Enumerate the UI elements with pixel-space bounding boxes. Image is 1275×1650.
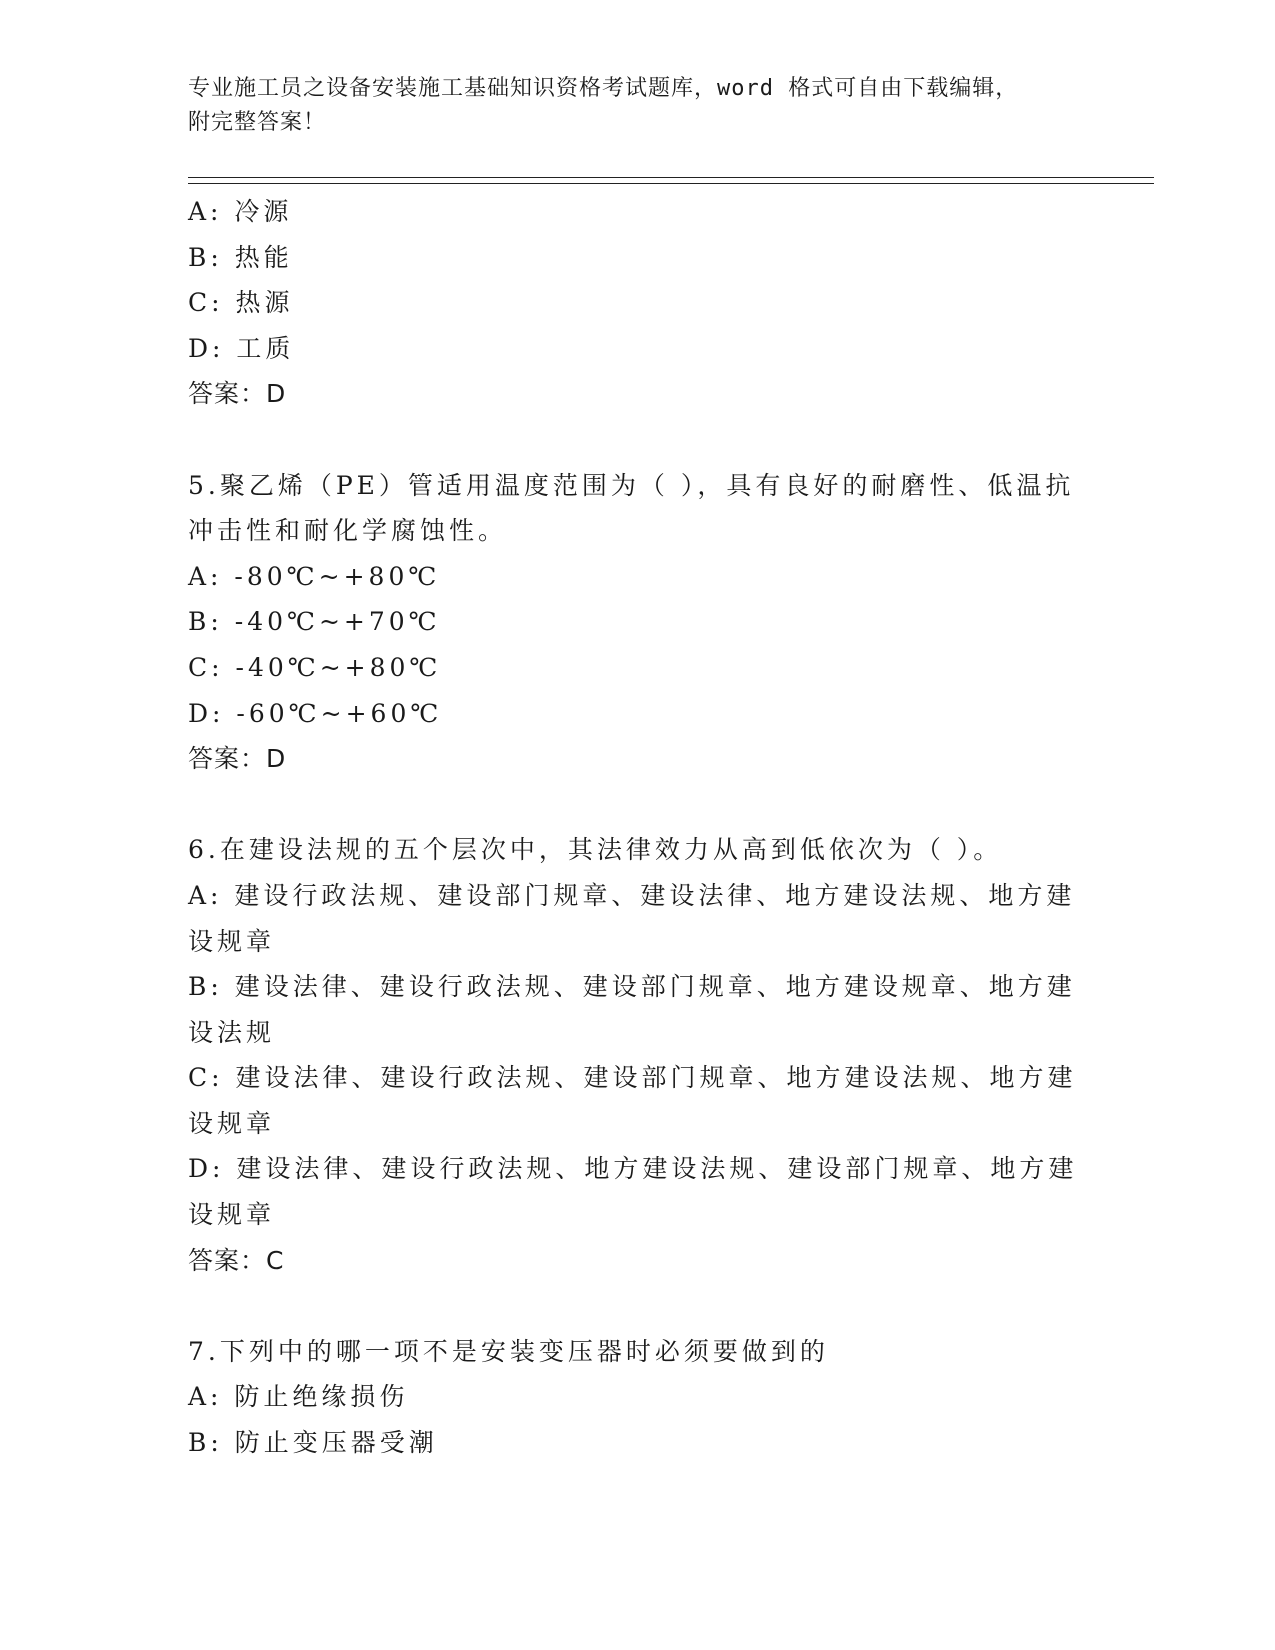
header-title-line-2: 附完整答案！ <box>188 110 327 135</box>
question-stem: 7.下列中的哪一项不是安装变压器时必须要做到的 <box>188 1336 829 1366</box>
answer: 答案：D <box>188 379 287 409</box>
option-a: A: 建设行政法规、建设部门规章、建设法律、地方建设法规、地方建 <box>188 880 1076 910</box>
question-stem: 6.在建设法规的五个层次中，其法律效力从高到低依次为（ ）。 <box>188 835 1003 865</box>
option-c: C: 热源 <box>188 288 294 318</box>
option-b: B: 建设法律、建设行政法规、建设部门规章、地方建设规章、地方建 <box>188 972 1076 1002</box>
question-7 <box>188 1329 1088 1466</box>
option-a: A: 防止绝缘损伤 <box>188 1382 409 1412</box>
spacer <box>188 782 1088 828</box>
question-stem: 5.聚乙烯（PE）管适用温度范围为（ ），具有良好的耐磨性、低温抗 <box>188 470 1075 500</box>
option-c: C: 建设法律、建设行政法规、建设部门规章、地方建设法规、地方建 <box>188 1063 1077 1093</box>
question-5 <box>188 463 1088 782</box>
option-a: A: 冷源 <box>188 197 293 226</box>
option-d: D: 建设法律、建设行政法规、地方建设法规、建设部门规章、地方建 <box>188 1154 1078 1184</box>
option-a: A: -80℃~+80℃ <box>188 561 441 591</box>
option-d: D: 工质 <box>188 333 295 363</box>
answer: 答案：D <box>188 744 287 774</box>
question-list <box>188 189 1088 1466</box>
answer: 答案：C <box>188 1245 285 1275</box>
question-6 <box>188 827 1088 1283</box>
spacer <box>188 1283 1088 1329</box>
header-divider-top <box>188 177 1154 178</box>
option-d: D: -60℃~+60℃ <box>188 698 443 728</box>
option-c-continued: 设规章 <box>188 1108 276 1138</box>
option-c: C: -40℃~+80℃ <box>188 652 442 682</box>
option-b-continued: 设法规 <box>188 1017 276 1047</box>
option-d-continued: 设规章 <box>188 1200 276 1230</box>
question-4 <box>188 189 1088 417</box>
option-b: B: 热能 <box>188 242 293 272</box>
header-title-line-1: 专业施工员之设备安装施工基础知识资格考试题库，word 格式可自由下载编辑， <box>188 76 1019 101</box>
option-b: B: 防止变压器受潮 <box>188 1428 438 1458</box>
option-b: B: -40℃~+70℃ <box>188 607 441 637</box>
question-stem-continued: 冲击性和耐化学腐蚀性。 <box>188 516 508 546</box>
spacer <box>188 417 1088 463</box>
option-a-continued: 设规章 <box>188 926 276 956</box>
document-header <box>188 72 1068 140</box>
header-divider-bottom <box>188 183 1154 184</box>
